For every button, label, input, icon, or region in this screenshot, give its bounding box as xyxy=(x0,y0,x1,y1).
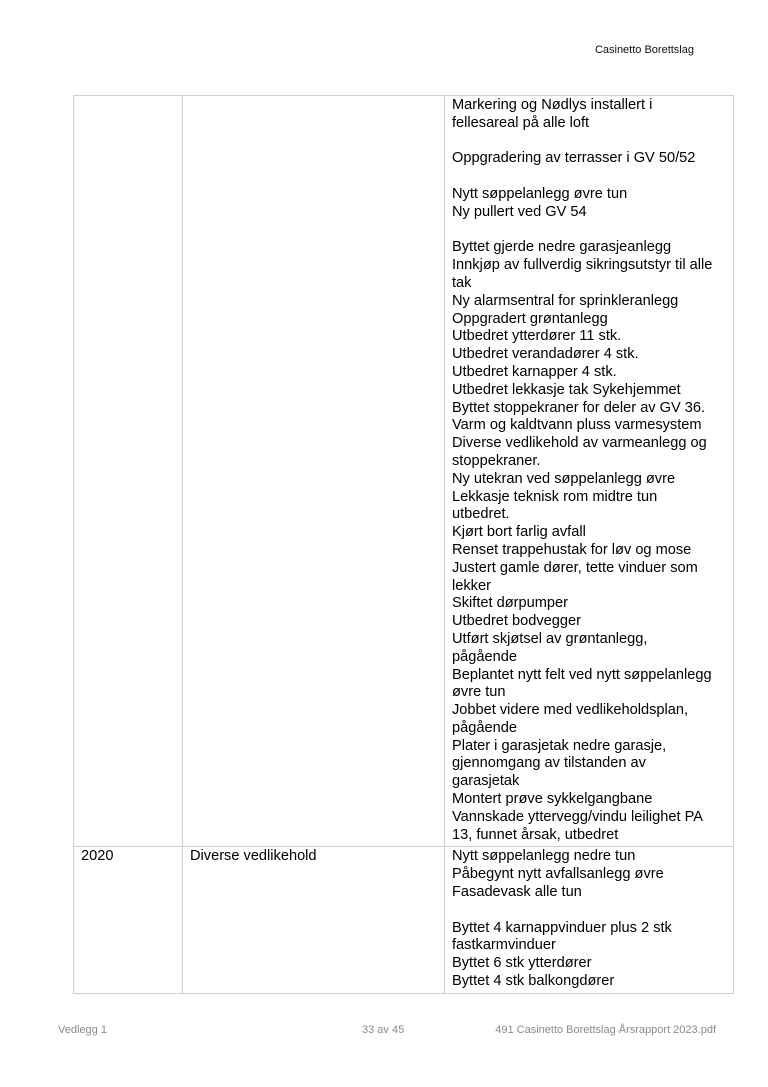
year-cell: 2020 xyxy=(74,847,183,993)
detail-line: Utbedret lekkasje tak Sykehjemmet xyxy=(452,381,681,398)
detail-line: Plater i garasjetak nedre garasje, xyxy=(452,737,667,754)
detail-line: Ny pullert ved GV 54 xyxy=(452,203,587,220)
detail-line: Varm og kaldtvann pluss varmesystem xyxy=(452,417,702,434)
table-row xyxy=(74,96,734,847)
title-cell: Diverse vedlikehold xyxy=(183,847,445,993)
maintenance-table xyxy=(73,95,734,994)
detail-line: Vannskade yttervegg/vindu leilighet PA xyxy=(452,808,703,825)
detail-line: Utbedret bodvegger xyxy=(452,613,581,630)
detail-line: Beplantet nytt felt ved nytt søppelanlegg xyxy=(452,666,712,683)
detail-line: utbedret. xyxy=(452,506,510,523)
detail-line: Byttet 4 karnappvinduer plus 2 stk xyxy=(452,919,672,936)
details-cell xyxy=(445,96,734,847)
detail-line: stoppekraner. xyxy=(452,452,541,469)
detail-line: Nytt søppelanlegg øvre tun xyxy=(452,185,628,202)
detail-line: Utført skjøtsel av grøntanlegg, xyxy=(452,630,648,647)
table-row xyxy=(74,847,734,993)
detail-line: Diverse vedlikehold av varmeanlegg og xyxy=(452,435,707,452)
footer-filename: 491 Casinetto Borettslag Årsrapport 2023.pdf xyxy=(495,1024,716,1036)
page-header-organization: Casinetto Borettslag xyxy=(594,44,694,56)
detail-line: pågående xyxy=(452,648,517,665)
detail-line: Justert gamle dører, tette vinduer som xyxy=(452,559,698,576)
detail-line: øvre tun xyxy=(452,684,506,701)
footer-page-number: 33 av 45 xyxy=(362,1024,405,1036)
detail-line: Renset trappehustak for løv og mose xyxy=(452,541,692,558)
detail-line: Utbedret karnapper 4 stk. xyxy=(452,363,617,380)
detail-line: 13, funnet årsak, utbedret xyxy=(452,826,619,843)
detail-line: Påbegynt nytt avfallsanlegg øvre xyxy=(452,866,664,883)
detail-line: Nytt søppelanlegg nedre tun xyxy=(452,848,636,865)
detail-line: Oppgradert grøntanlegg xyxy=(452,310,608,327)
detail-line xyxy=(452,168,726,186)
detail-line: Lekkasje teknisk rom midtre tun xyxy=(452,488,658,505)
detail-line: fellesareal på alle loft xyxy=(452,114,590,131)
title-cell xyxy=(183,96,445,847)
detail-line: Montert prøve sykkelgangbane xyxy=(452,791,653,808)
detail-line: Byttet gjerde nedre garasjeanlegg xyxy=(452,239,672,256)
detail-line: Byttet stoppekraner for deler av GV 36. xyxy=(452,399,706,416)
detail-line: Ny alarmsentral for sprinkleranlegg xyxy=(452,292,679,309)
year-cell xyxy=(74,96,183,847)
detail-line: Skiftet dørpumper xyxy=(452,595,568,612)
detail-line: Utbedret ytterdører 11 stk. xyxy=(452,328,622,345)
detail-line: Utbedret verandadører 4 stk. xyxy=(452,346,639,363)
detail-line: pågående xyxy=(452,719,517,736)
detail-line: Byttet 6 stk ytterdører xyxy=(452,955,592,972)
detail-line: Innkjøp av fullverdig sikringsutstyr til alle xyxy=(452,257,713,274)
detail-line: Markering og Nødlys installert i xyxy=(452,97,653,113)
footer-attachment-label: Vedlegg 1 xyxy=(58,1024,107,1036)
detail-line xyxy=(452,902,726,920)
detail-line: fastkarmvinduer xyxy=(452,937,556,954)
details-cell xyxy=(445,847,734,993)
detail-line xyxy=(452,133,726,151)
detail-line: lekker xyxy=(452,577,491,594)
detail-line: tak xyxy=(452,274,472,291)
detail-line: Byttet 4 stk balkongdører xyxy=(452,973,615,990)
detail-line: Oppgradering av terrasser i GV 50/52 xyxy=(452,150,696,167)
detail-line: gjennomgang av tilstanden av xyxy=(452,755,646,772)
detail-line: Fasadevask alle tun xyxy=(452,884,582,901)
detail-line xyxy=(452,222,726,240)
detail-line: Jobbet videre med vedlikeholdsplan, xyxy=(452,702,689,719)
detail-line: Kjørt bort farlig avfall xyxy=(452,524,586,541)
detail-line: Ny utekran ved søppelanlegg øvre xyxy=(452,470,676,487)
detail-line: garasjetak xyxy=(452,773,520,790)
